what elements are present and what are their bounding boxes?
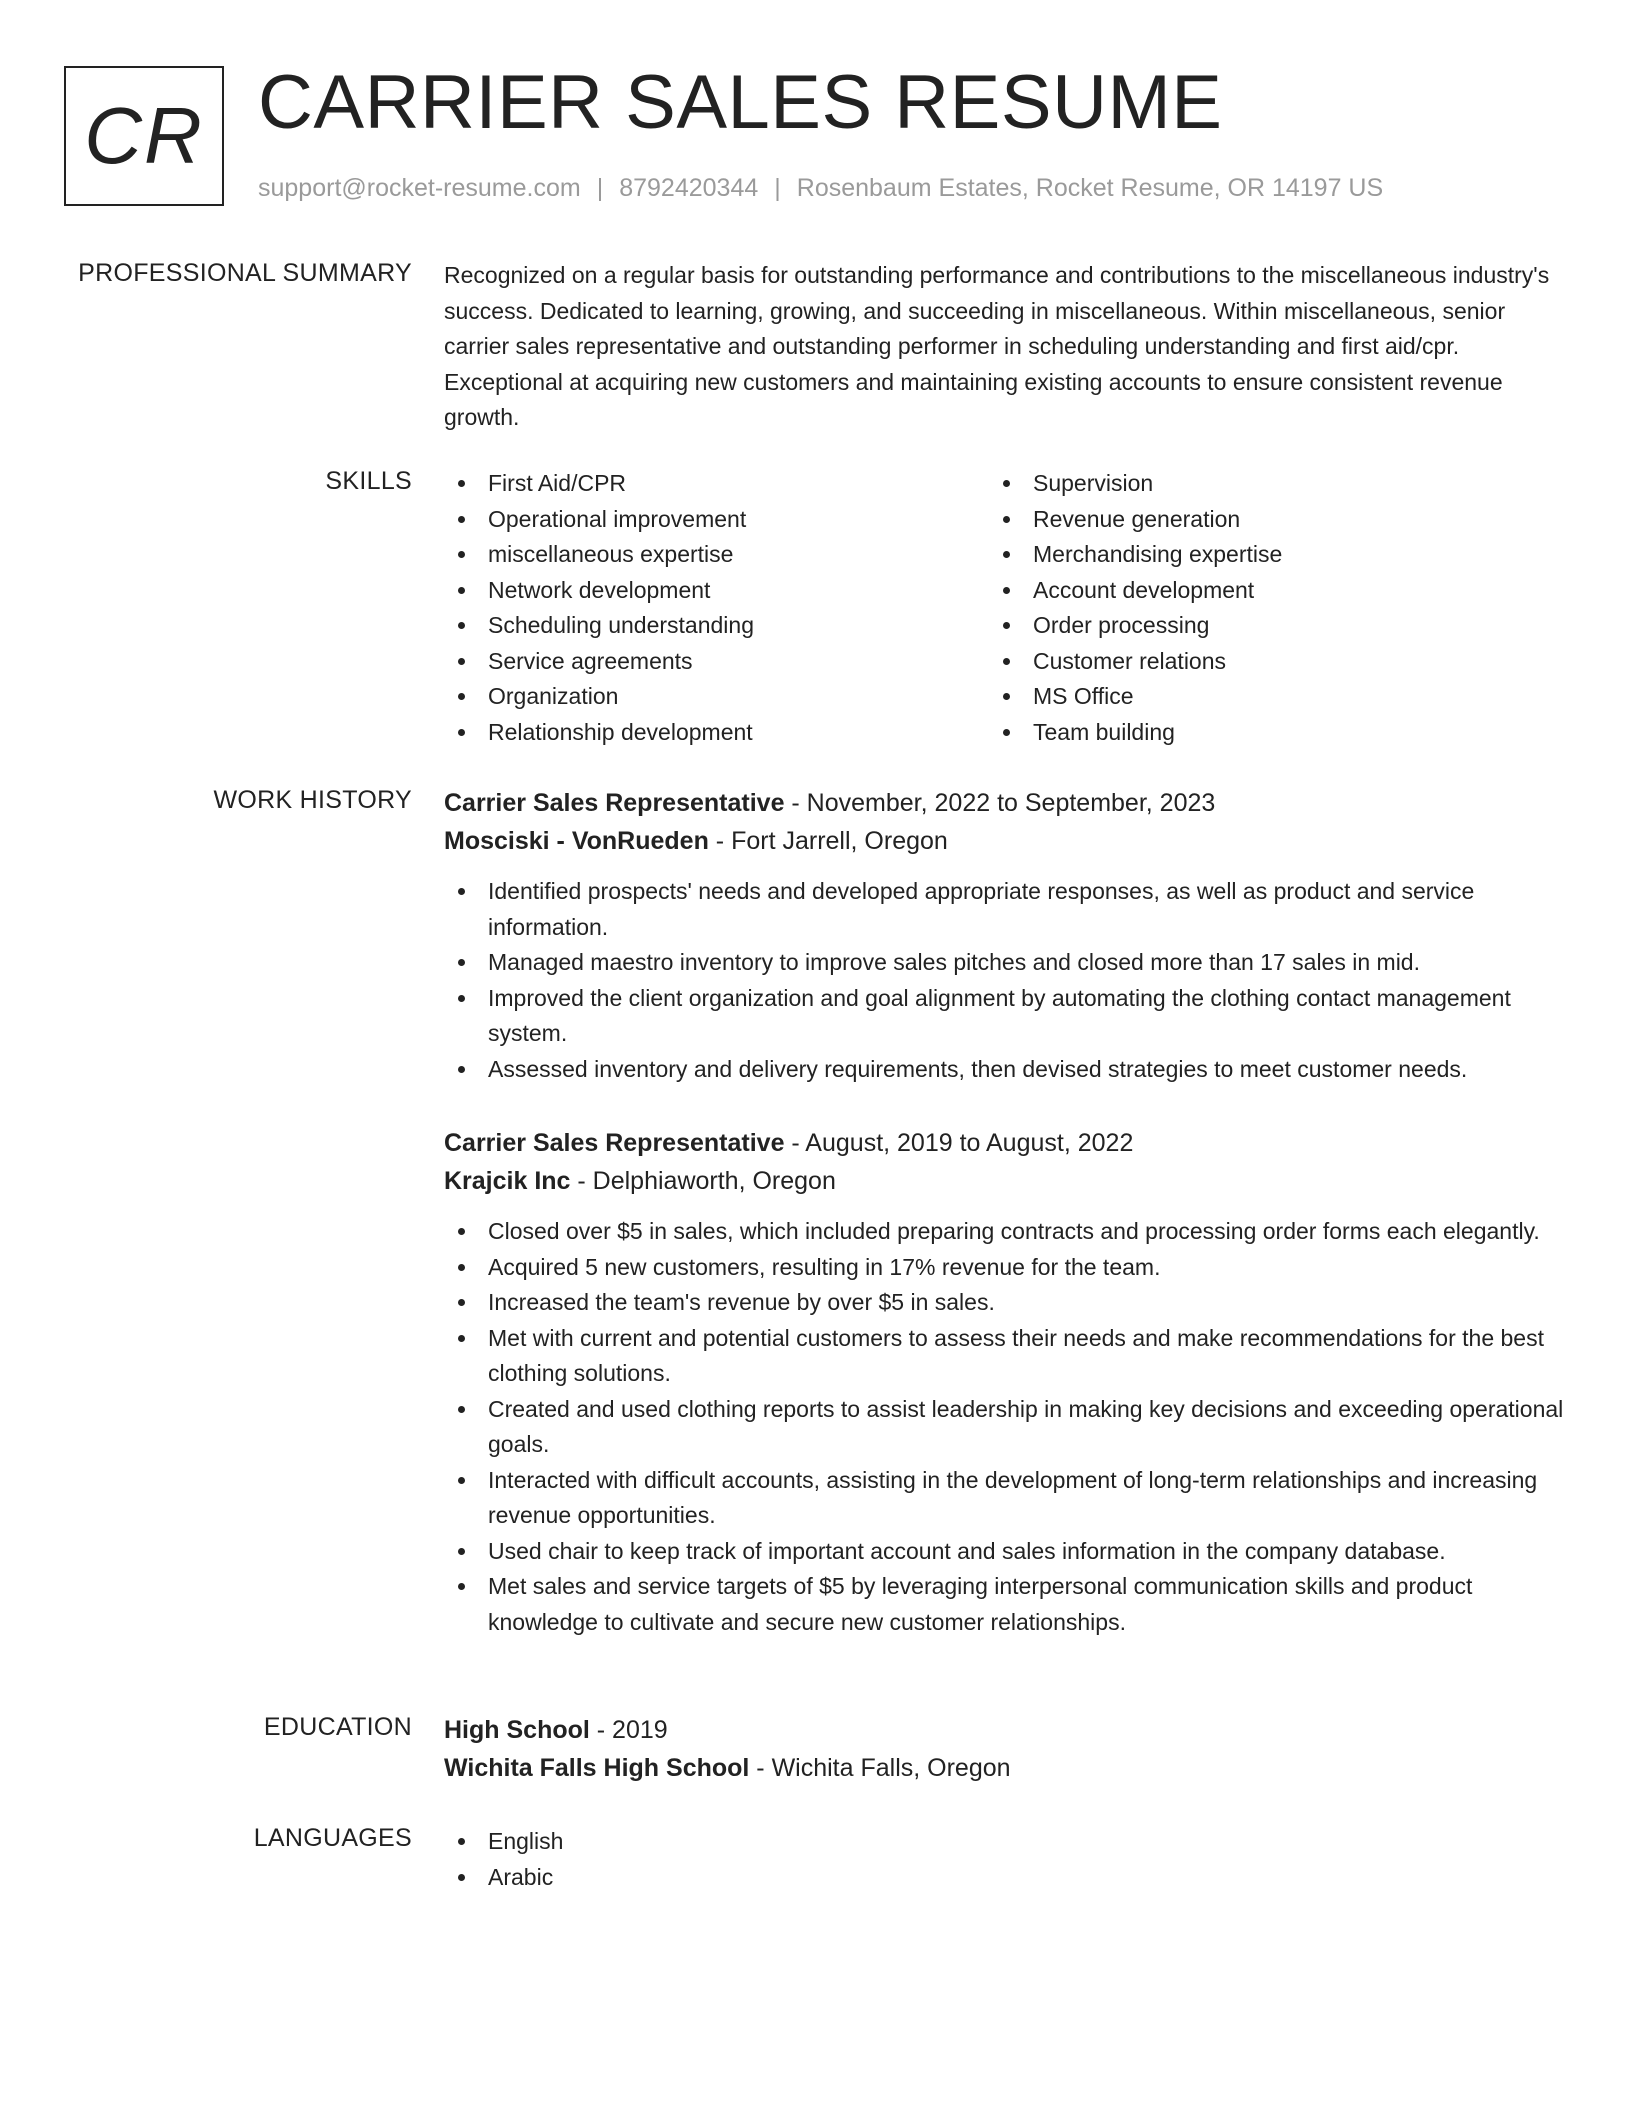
- skill-item: Supervision: [989, 466, 1534, 502]
- skill-item: MS Office: [989, 679, 1534, 715]
- job-bullet: Interacted with difficult accounts, assisting in the development of long-term relationships and increasing revenue opportunities.: [444, 1463, 1564, 1534]
- skill-item: Relationship development: [444, 715, 989, 751]
- education-label: EDUCATION: [263, 1713, 412, 1741]
- skills-list-right: [989, 466, 1534, 750]
- job-bullet: Identified prospects' needs and developed appropriate responses, as well as product and service information.: [444, 874, 1564, 945]
- job-dates: - November, 2022 to September, 2023: [784, 789, 1216, 817]
- job-title: Carrier Sales Representative: [444, 789, 785, 817]
- languages-label: LANGUAGES: [253, 1824, 412, 1852]
- contact-separator: |: [774, 174, 781, 202]
- skills-grid: [444, 466, 1564, 750]
- resume-title: CARRIER SALES RESUME: [258, 60, 1223, 145]
- skill-item: Team building: [989, 715, 1534, 751]
- job-entry: [444, 1124, 1564, 1640]
- job-company-line: [444, 822, 1564, 860]
- skill-item: Customer relations: [989, 644, 1534, 680]
- skills-list-left: [444, 466, 989, 750]
- skill-item: Revenue generation: [989, 502, 1534, 538]
- job-bullet: Closed over $5 in sales, which included preparing contracts and processing order forms each elegantly.: [444, 1214, 1564, 1250]
- education-year: - 2019: [589, 1716, 668, 1744]
- skills-label: SKILLS: [325, 467, 412, 495]
- contact-separator: |: [596, 174, 604, 202]
- job-company: Krajcik Inc: [444, 1167, 571, 1195]
- contact-line: [258, 174, 1383, 203]
- contact-address: Rosenbaum Estates, Rocket Resume, OR 14197 US: [796, 174, 1384, 202]
- job-company: Mosciski - VonRueden: [444, 827, 709, 855]
- job-entry: [444, 784, 1564, 1087]
- language-item: English: [444, 1824, 1564, 1860]
- contact-email: support@rocket-resume.com: [258, 174, 581, 202]
- job-location: - Fort Jarrell, Oregon: [708, 827, 948, 855]
- skill-item: Operational improvement: [444, 502, 989, 538]
- job-bullet: Improved the client organization and goal alignment by automating the clothing contact management system.: [444, 981, 1564, 1052]
- skill-item: Scheduling understanding: [444, 608, 989, 644]
- job-bullet: Created and used clothing reports to assist leadership in making key decisions and exceeding operational goals.: [444, 1392, 1564, 1463]
- job-location: - Delphiaworth, Oregon: [570, 1167, 836, 1195]
- skill-item: First Aid/CPR: [444, 466, 989, 502]
- job-bullet: Assessed inventory and delivery requirements, then devised strategies to meet customer needs.: [444, 1052, 1564, 1088]
- education-location: - Wichita Falls, Oregon: [749, 1754, 1011, 1782]
- summary-text: Recognized on a regular basis for outstanding performance and contributions to the miscellaneous industry's success. Dedicated to learning, growing, and succeeding in miscellaneous. Within miscellaneous, senior carrier sales representative and outstanding performer in scheduling understanding and first aid/cpr. Exceptional at acquiring new customers and maintaining existing accounts to ensure consistent revenue growth.: [444, 262, 1550, 430]
- job-bullet: Used chair to keep track of important account and sales information in the company database.: [444, 1534, 1564, 1570]
- job-company-line: [444, 1162, 1564, 1200]
- job-title-line: [444, 1124, 1564, 1162]
- job-dates: - August, 2019 to August, 2022: [784, 1129, 1134, 1157]
- education-school: Wichita Falls High School: [444, 1754, 750, 1782]
- education-entry: [444, 1711, 1564, 1787]
- job-bullet-list: [444, 874, 1564, 1087]
- job-bullet: Managed maestro inventory to improve sales pitches and closed more than 17 sales in mid.: [444, 945, 1564, 981]
- job-bullet: Acquired 5 new customers, resulting in 17% revenue for the team.: [444, 1250, 1564, 1286]
- job-bullet: Increased the team's revenue by over $5 in sales.: [444, 1285, 1564, 1321]
- education-degree-line: [444, 1711, 1564, 1749]
- job-bullet: Met with current and potential customers to assess their needs and make recommendations for the best clothing solutions.: [444, 1321, 1564, 1392]
- contact-phone: 8792420344: [619, 174, 759, 202]
- job-title-line: [444, 784, 1564, 822]
- summary-label: PROFESSIONAL SUMMARY: [78, 259, 412, 287]
- skill-item: Account development: [989, 573, 1534, 609]
- skill-item: Order processing: [989, 608, 1534, 644]
- skill-item: miscellaneous expertise: [444, 537, 989, 573]
- job-bullet: Met sales and service targets of $5 by leveraging interpersonal communication skills and product knowledge to cultivate and secure new customer relationships.: [444, 1569, 1564, 1640]
- skill-item: Network development: [444, 573, 989, 609]
- monogram-logo: CR: [64, 66, 224, 206]
- skill-item: Service agreements: [444, 644, 989, 680]
- skill-item: Organization: [444, 679, 989, 715]
- languages-list: [444, 1824, 1564, 1895]
- job-title: Carrier Sales Representative: [444, 1129, 785, 1157]
- education-school-line: [444, 1749, 1564, 1787]
- skill-item: Merchandising expertise: [989, 537, 1534, 573]
- languages-body: [444, 1824, 1564, 1895]
- job-bullet-list: [444, 1214, 1564, 1640]
- language-item: Arabic: [444, 1860, 1564, 1896]
- work-history-label: WORK HISTORY: [213, 786, 412, 814]
- education-degree: High School: [444, 1716, 590, 1744]
